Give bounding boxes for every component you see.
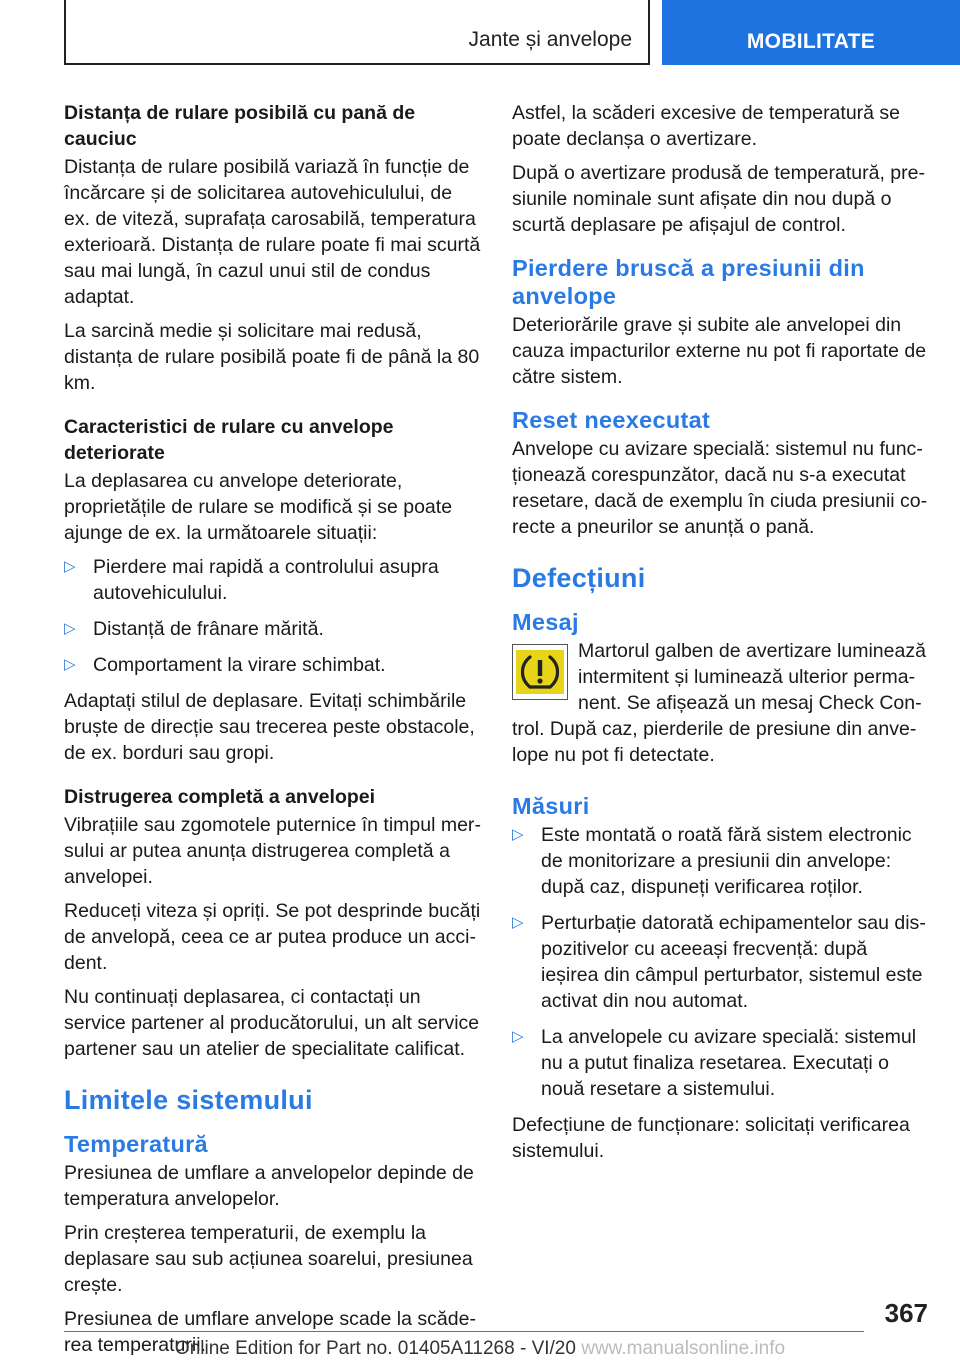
paragraph: Distanța de rulare posibilă variază în funcție de încărcare și de solicitarea autovehiculului, de ex. de viteză, suprafața carosabilă, temperatura exterioară. Distanța de rulare poate fi mai scurtă sau mai lungă, în cazul unui stil de condus adaptat. <box>64 156 481 308</box>
paragraph: Deteriorările grave și subite ale anvelopei din cauza impacturilor externe nu pot fi raportate de către sistem. <box>512 314 927 388</box>
paragraph: Presiunea de umflare a anvelopelor depinde de temperatura anvelopelor. <box>64 1162 474 1210</box>
paragraph: Martorul galben de avertizare luminează intermitent și luminează ulterior permanent. Se afișează un mesaj Check Control. După caz, pierderile de presiune din anvelope nu pot fi detectate. <box>512 640 926 766</box>
heading-measures: Măsuri <box>512 793 590 819</box>
list-item: ▷ Pierdere mai rapidă a controlului asupra autovehiculului. <box>64 556 439 604</box>
triangle-bullet-icon: ▷ <box>512 826 524 843</box>
paragraph: La deplasarea cu anvelope deteriorate, proprietățile de rulare se modifică și se poate ajunge de ex. la următoarele situații: <box>64 470 453 544</box>
triangle-bullet-icon: ▷ <box>512 1028 524 1045</box>
bullet-list <box>64 554 482 678</box>
bullet-list <box>512 822 930 1102</box>
page-header <box>0 0 960 66</box>
left-column <box>64 100 482 1362</box>
heading-temperature: Temperatură <box>64 1131 208 1157</box>
list-item: ▷ Este montată o roată fără sistem electronic de monitorizare a presiunii din anvelope: după caz, dispuneți verificarea roților. <box>512 824 912 898</box>
triangle-bullet-icon: ▷ <box>64 656 76 673</box>
footer-divider <box>64 1331 864 1332</box>
paragraph: Anvelope cu avizare specială: sistemul nu funcționează corespunzător, dacă nu s-a executat resetare, dacă de exemplu în ciuda presiunii corecte a pneurilor se anunță o pană. <box>512 438 928 538</box>
header-section-box <box>64 0 650 65</box>
triangle-bullet-icon: ▷ <box>512 914 524 931</box>
chapter-tab: MOBILITATE <box>662 0 960 65</box>
tire-pressure-warning-icon <box>512 644 568 700</box>
paragraph: Presiunea de umflare anvelope scade la scăderea temperaturii. <box>64 1308 476 1356</box>
page-number: 367 <box>884 1298 928 1328</box>
edition-text: Online Edition for Part no. 01405A11268 - VI/20 <box>174 1338 576 1359</box>
paragraph: Vibrațiile sau zgomotele puternice în timpul mersului ar putea anunța distrugerea completă a anvelopei. <box>64 814 481 888</box>
paragraph: După o avertizare produsă de temperatură, presiunile nominale sunt afișate din nou după o scurtă deplasare pe afișajul de control. <box>512 162 925 236</box>
paragraph: Prin creșterea temperaturii, de exemplu la deplasare sau sub acțiunea soarelui, presiunea crește. <box>64 1222 473 1296</box>
heading-system-limits: Limitele sistemului <box>64 1085 313 1115</box>
triangle-bullet-icon: ▷ <box>64 620 76 637</box>
warning-message-block <box>512 638 930 776</box>
paragraph: Reduceți viteza și opriți. Se pot desprinde bucăți de anvelopă, ceea ce ar putea produce un accident. <box>64 900 481 974</box>
paragraph: Defecțiune de funcționare: solicitați verificarea sistemului. <box>512 1114 910 1162</box>
heading-reset-not-executed: Reset neexecutat <box>512 407 711 433</box>
footer <box>0 1338 960 1360</box>
watermark-text: www.manualsonline.info <box>581 1338 786 1359</box>
triangle-bullet-icon: ▷ <box>64 558 76 575</box>
heading-faults: Defecțiuni <box>512 563 646 593</box>
paragraph: La sarcină medie și solicitare mai redusă, distanța de rulare posibilă poate fi de până la 80 km. <box>64 320 480 394</box>
paragraph: Nu continuați deplasarea, ci contactați un service partener al producătorului, un alt service partener sau un atelier de specialitate calificat. <box>64 986 480 1060</box>
paragraph: Adaptați stilul de deplasare. Evitați schimbările bruște de direcție sau trecerea peste obstacole, de ex. borduri sau gropi. <box>64 690 475 764</box>
list-item: ▷ La anvelopele cu avizare specială: sistemul nu a putut finaliza resetarea. Executați o nouă resetare a sistemului. <box>512 1026 917 1100</box>
paragraph: Astfel, la scăderi excesive de temperatură se poate declanșa o avertizare. <box>512 102 901 150</box>
heading-tire-destruction: Distrugerea completă a anvelopei <box>64 786 376 808</box>
right-column <box>512 100 930 1172</box>
list-item: ▷ Distanță de frânare mărită. <box>64 618 324 640</box>
heading-sudden-pressure-loss: Pierdere bruscă a presiunii din anvelope <box>512 255 865 309</box>
heading-message: Mesaj <box>512 609 579 635</box>
heading-driving-characteristics: Caracteristici de rulare cu anvelope deteriorate <box>64 416 394 464</box>
list-item: ▷ Comportament la virare schimbat. <box>64 654 386 676</box>
section-title: Jante și anvelope <box>468 28 632 51</box>
heading-distance: Distanța de rulare posibilă cu pană de cauciuc <box>64 102 416 150</box>
list-item: ▷ Perturbație datorată echipamentelor sau dispozitivelor cu aceeași frecvență: după ieșirea din câmpul perturbator, sistemul este activat din nou automat. <box>512 912 926 1012</box>
